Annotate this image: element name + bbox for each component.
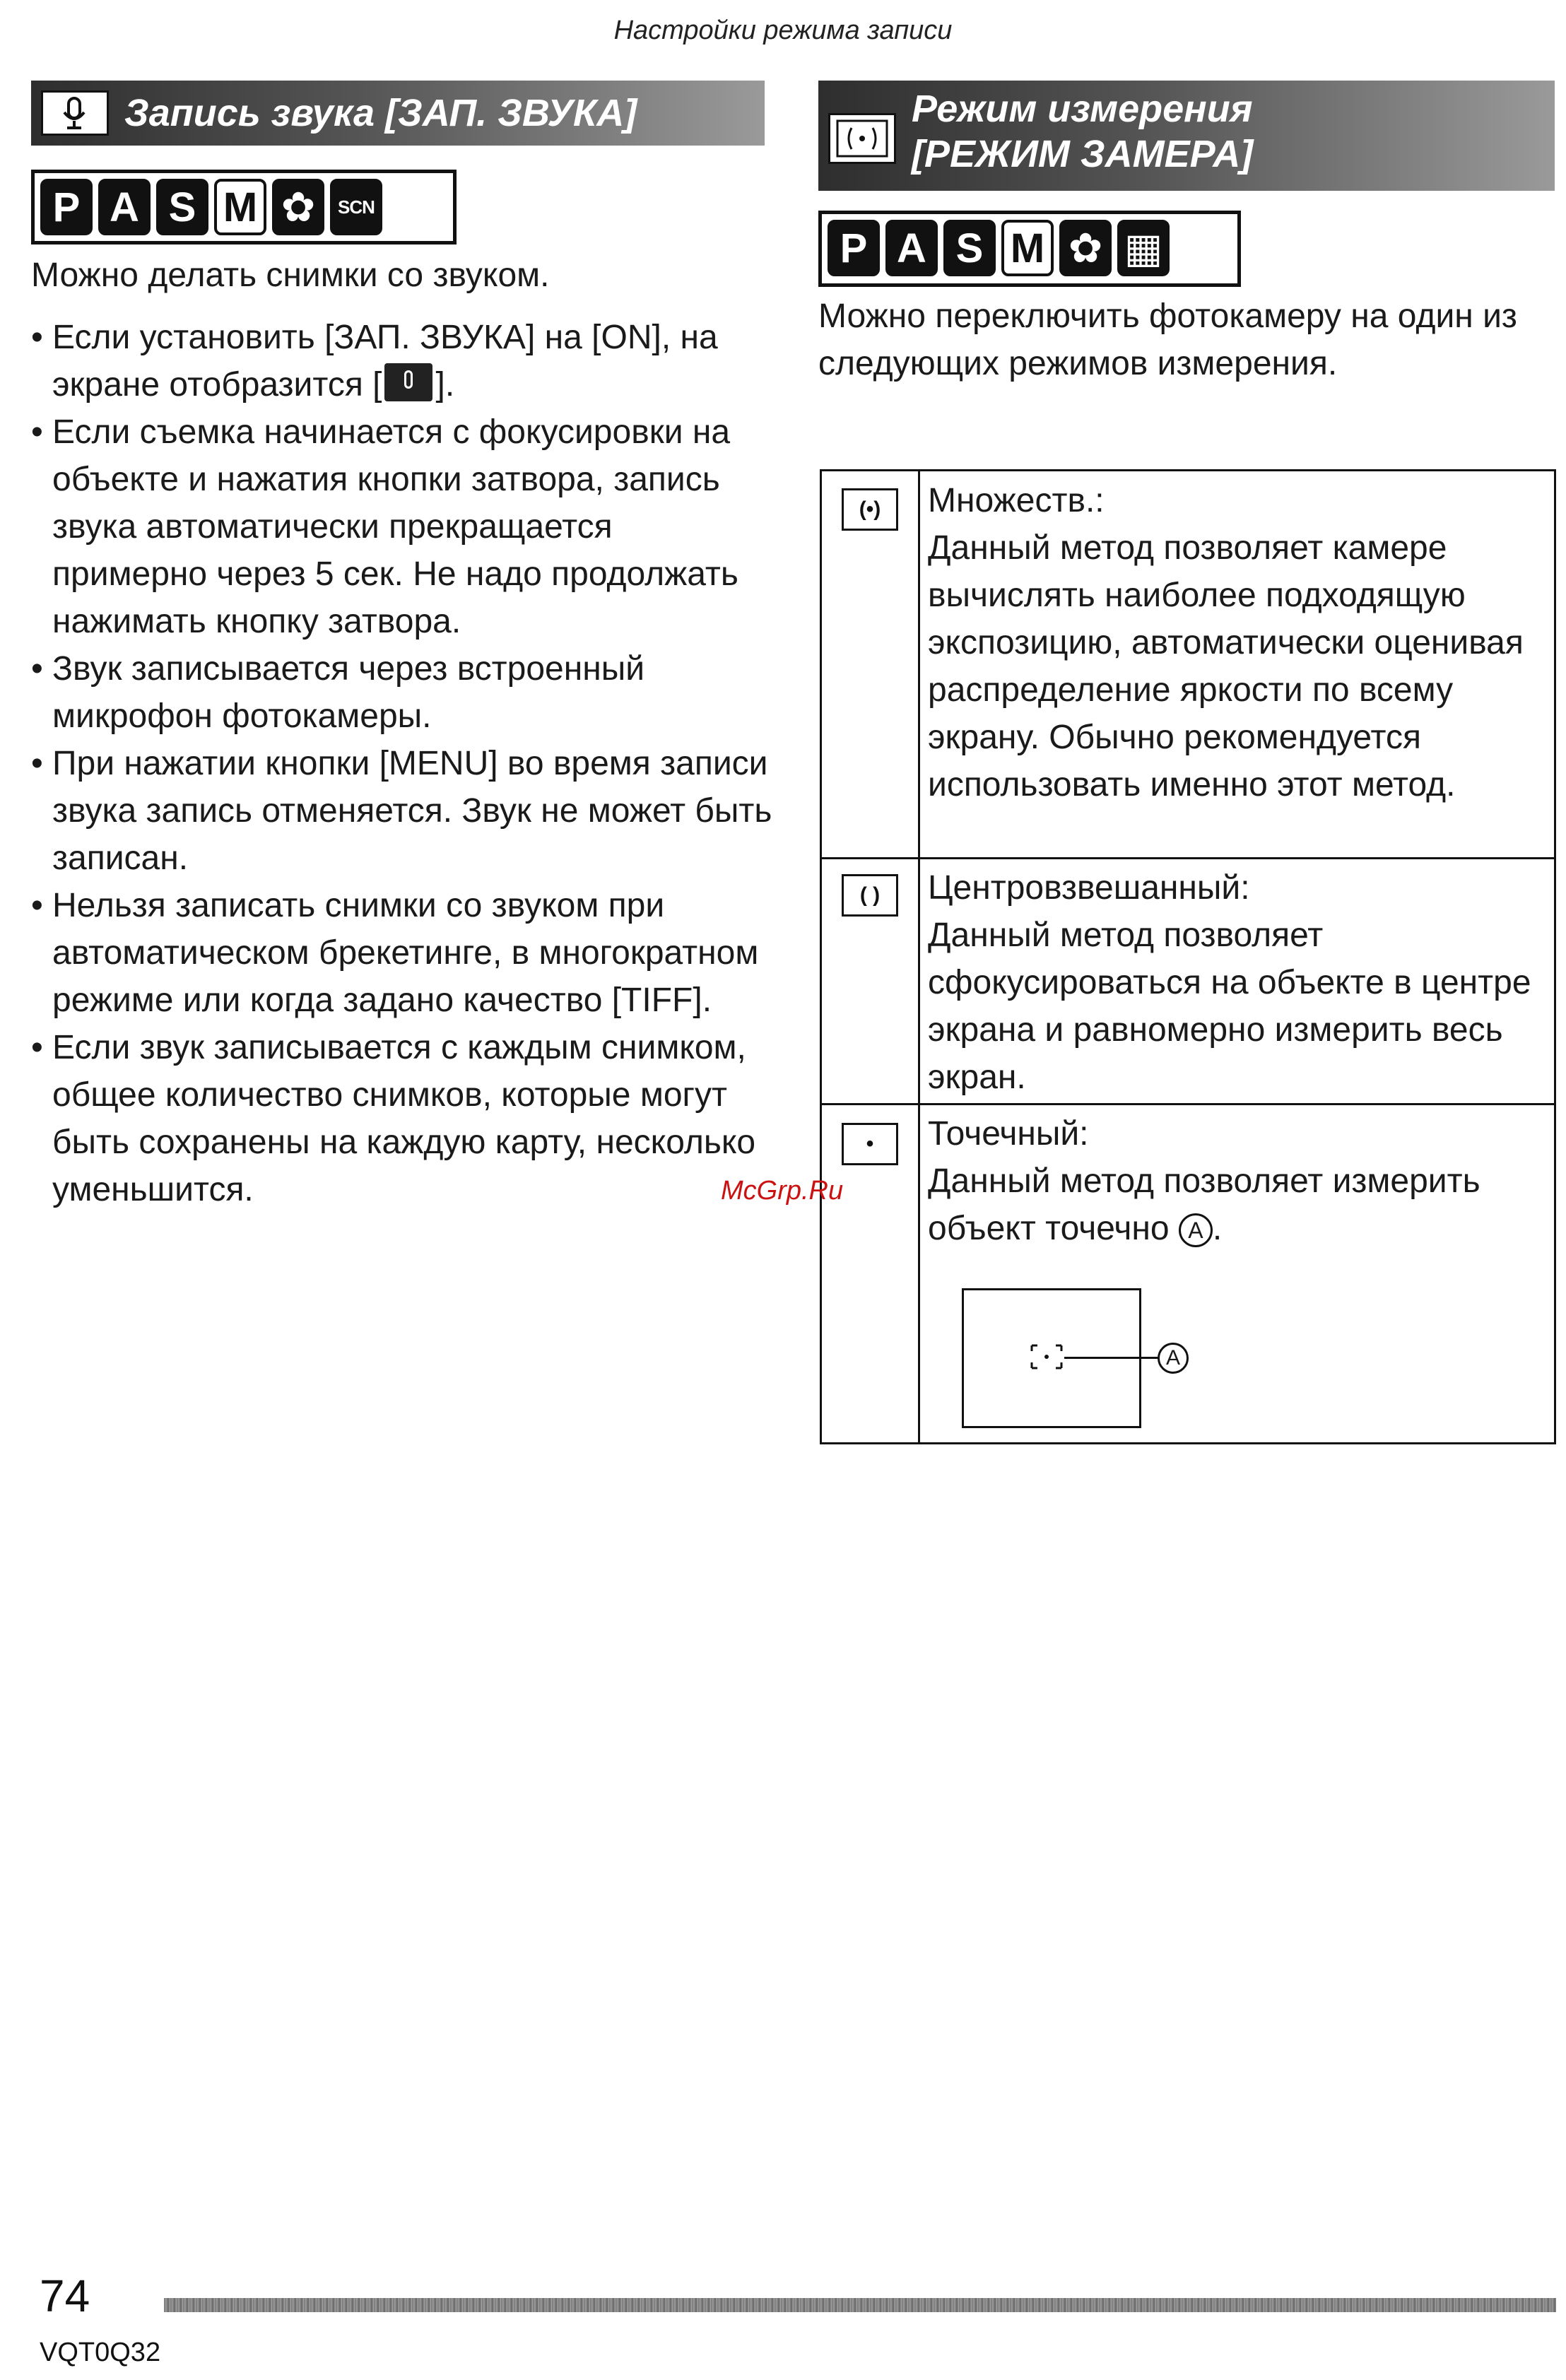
metering-icon xyxy=(828,113,896,164)
row-text-part: Данный метод позволяет измерить объект точечно xyxy=(928,1162,1480,1247)
list-item: • Если звук записывается с каждым снимком, общее количество снимков, которые могут быть сохранены на каждую карту, несколько уменьшится. xyxy=(31,1024,773,1213)
mode-p-icon: P xyxy=(828,220,880,276)
table-divider xyxy=(918,471,920,1442)
section-banner-audio-rec xyxy=(31,81,765,146)
mode-s-icon: S xyxy=(156,179,208,235)
mode-p-icon: P xyxy=(40,179,93,235)
callout-a-inline: A xyxy=(1179,1213,1213,1247)
list-item: • Звук записывается через встроенный микрофон фотокамеры. xyxy=(31,645,773,740)
table-divider xyxy=(822,857,1554,859)
mode-motion-picture-icon: ▦ xyxy=(1117,220,1170,276)
title-line: [РЕЖИМ ЗАМЕРА] xyxy=(912,133,1254,175)
multiple-metering-icon: (•) xyxy=(842,488,898,531)
microphone-icon xyxy=(384,363,432,401)
table-row xyxy=(928,864,1550,1101)
spot-metering-diagram xyxy=(962,1288,1180,1428)
mode-icons-left xyxy=(31,170,457,245)
section-title-metering xyxy=(912,86,1253,177)
mode-m-icon: M xyxy=(214,179,266,235)
document-code: VQT0Q32 xyxy=(40,2338,161,2367)
row-title: Центровзвешанный: xyxy=(928,869,1250,907)
mode-a-icon: A xyxy=(98,179,151,235)
bullet-text: ]. xyxy=(435,366,455,403)
intro-audio-rec: Можно делать снимки со звуком. xyxy=(31,257,550,294)
mode-a-icon: A xyxy=(885,220,938,276)
row-text: Данный метод позволяет сфокусироваться на объекте в центре экрана и равномерно измерить весь экран. xyxy=(928,917,1531,1096)
mode-macro-icon: ✿ xyxy=(1059,220,1112,276)
row-text: Данный метод позволяет камере вычислять наиболее подходящую экспозицию, автоматически оценивая распределение яркости по всему экрану. Обычно рекомендуется использовать именно этот метод. xyxy=(928,529,1524,803)
spot-metering-icon: • xyxy=(842,1123,898,1165)
intro-metering: Можно переключить фотокамеру на один из следующих режимов измерения. xyxy=(818,298,1517,382)
footer-rule xyxy=(164,2298,1556,2312)
callout-a-label: A xyxy=(1158,1343,1189,1374)
list-item: • Если съемка начинается с фокусировки на объекте и нажатия кнопки затвора, запись звука автоматически прекращается примерно через 5 сек. Не надо продолжать нажимать кнопку затвора. xyxy=(31,408,773,645)
list-item: • Нельзя записать снимки со звуком при автоматическом брекетинге, в многократном режиме или когда задано качество [TIFF]. xyxy=(31,882,773,1024)
mode-macro-icon: ✿ xyxy=(272,179,324,235)
section-title-audio-rec: Запись звука [ЗАП. ЗВУКА] xyxy=(124,92,637,134)
spot-target-icon xyxy=(1029,1343,1064,1371)
page-number: 74 xyxy=(40,2270,90,2321)
row-text xyxy=(928,1157,1550,1252)
mode-icons-right xyxy=(818,211,1241,287)
mode-m-icon: M xyxy=(1001,220,1054,276)
table-divider xyxy=(822,1103,1554,1105)
mode-scn-icon: SCN xyxy=(330,179,382,235)
watermark: McGrp.Ru xyxy=(721,1176,844,1206)
section-banner-metering xyxy=(818,81,1555,191)
callout-leader-line xyxy=(1064,1357,1162,1359)
list-item: • При нажатии кнопки [MENU] во время записи звука запись отменяется. Звук не может быть записан. xyxy=(31,740,773,882)
table-row xyxy=(928,477,1550,808)
running-title: Настройки режима записи xyxy=(613,16,953,45)
row-title: Точечный: xyxy=(928,1115,1089,1153)
microphone-icon xyxy=(41,90,109,136)
row-title: Множеств.: xyxy=(928,482,1105,519)
mode-s-icon: S xyxy=(943,220,996,276)
bullet-list-audio-rec xyxy=(31,314,773,1213)
center-weighted-metering-icon: ( ) xyxy=(842,874,898,917)
list-item xyxy=(31,314,773,408)
title-line: Режим измерения xyxy=(912,88,1253,130)
bullet-text: Если установить [ЗАП. ЗВУКА] на [ON], на экране отобразится [ xyxy=(52,319,718,403)
metering-table xyxy=(820,469,1556,1444)
row-text-part: . xyxy=(1212,1210,1223,1247)
table-row xyxy=(928,1110,1550,1252)
